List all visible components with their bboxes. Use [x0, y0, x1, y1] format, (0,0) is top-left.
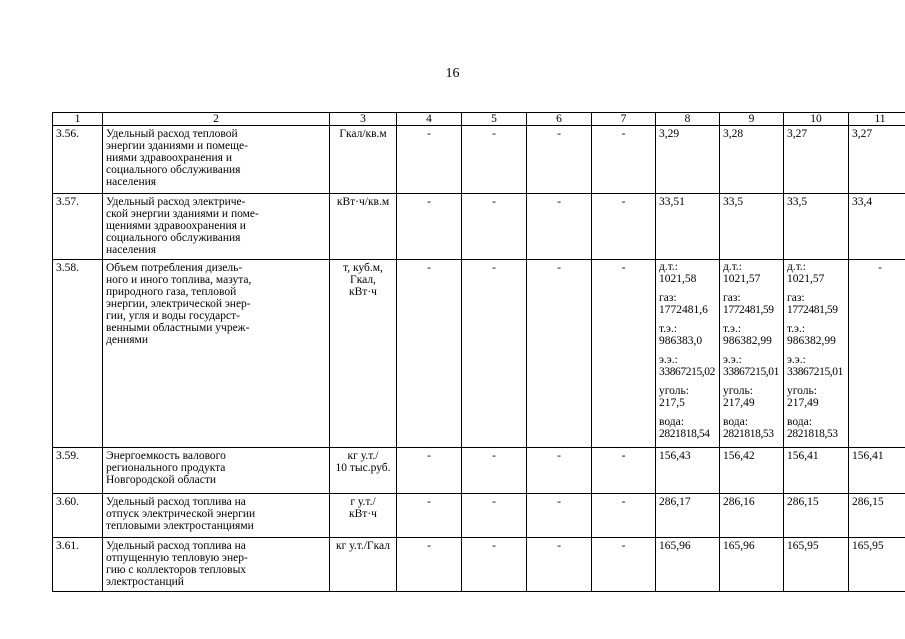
value-cell-5: -	[462, 260, 527, 448]
value-cell-4: -	[397, 126, 462, 194]
fuel-value: 2821818,53	[723, 427, 774, 440]
fuel-value: 33867215,01	[723, 365, 779, 378]
value-cell-7: -	[592, 538, 656, 592]
value-cell-4: -	[397, 260, 462, 448]
header-cell-11: 11	[849, 113, 905, 126]
value-cell-10: 3,27	[784, 126, 849, 194]
header-cell-1: 1	[53, 113, 103, 126]
fuel-value: 33867215,01	[787, 365, 843, 378]
value-cell-6: -	[527, 538, 592, 592]
row-unit: кг у.т./Гкал	[330, 538, 397, 592]
row-number: 3.56.	[53, 126, 103, 194]
header-cell-9: 9	[720, 113, 784, 126]
table-row	[53, 194, 905, 260]
fuel-item: д.т.: 1021,58	[659, 262, 716, 285]
value-cell-8: 33,51	[656, 194, 720, 260]
row-unit: Гкал/кв.м	[330, 126, 397, 194]
value-cell-9: 33,5	[720, 194, 784, 260]
value-cell-11: 165,95	[849, 538, 905, 592]
row-unit: т, куб.м, Гкал, кВт·ч	[330, 260, 397, 448]
value-cell-7: -	[592, 448, 656, 494]
header-cell-5: 5	[462, 113, 527, 126]
value-cell-5: -	[462, 538, 527, 592]
row-description: Объем потребления дизель- ного и иного топлива, мазута, природного газа, тепловой энергии, электрической энер- гии, угля и воды государст- венными областными учреж- дениями	[103, 260, 330, 448]
header-cell-4: 4	[397, 113, 462, 126]
value-cell-11: -	[849, 260, 905, 448]
value-cell-4: -	[397, 538, 462, 592]
fuel-item: уголь: 217,5	[659, 386, 716, 409]
value-cell-5: -	[462, 126, 527, 194]
value-cell-7: -	[592, 494, 656, 538]
fuel-value: 1021,57	[723, 272, 761, 285]
fuel-value: 986383,0	[659, 334, 703, 347]
header-cell-6: 6	[527, 113, 592, 126]
indicator-table	[52, 112, 905, 592]
header-cell-2: 2	[103, 113, 330, 126]
row-unit: кВт·ч/кв.м	[330, 194, 397, 260]
row-description: Энергоемкость валового регионального продукта Новгородской области	[103, 448, 330, 494]
value-cell-6: -	[527, 448, 592, 494]
value-cell-8: 156,43	[656, 448, 720, 494]
fuel-value: 1772481,59	[723, 303, 774, 316]
value-cell-4: -	[397, 494, 462, 538]
fuel-value: 217,5	[659, 396, 685, 409]
fuel-value: 33867215,02	[659, 365, 715, 378]
fuel-item: т.э.: 986383,0	[659, 324, 716, 347]
fuel-item: газ: 1772481,59	[723, 293, 780, 316]
value-cell-4: -	[397, 194, 462, 260]
value-cell-8: 3,29	[656, 126, 720, 194]
header-cell-7: 7	[592, 113, 656, 126]
fuel-value: 2821818,53	[787, 427, 838, 440]
fuel-item: газ: 1772481,6	[659, 293, 716, 316]
value-cell-7: -	[592, 194, 656, 260]
page-number: 16	[445, 66, 460, 81]
header-cell-8: 8	[656, 113, 720, 126]
table-row	[53, 494, 905, 538]
fuel-value: 217,49	[723, 396, 755, 409]
value-cell-10: 33,5	[784, 194, 849, 260]
value-cell-5: -	[462, 494, 527, 538]
fuel-value: 1021,57	[787, 272, 825, 285]
value-cell-10: 156,41	[784, 448, 849, 494]
header-row	[53, 113, 905, 126]
fuel-item: э.э.: 33867215,01	[723, 354, 779, 378]
fuel-item: вода: 2821818,53	[787, 417, 845, 440]
row-description: Удельный расход топлива на отпуск электрической энергии тепловыми электростанциями	[103, 494, 330, 538]
value-cell-10: 165,95	[784, 538, 849, 592]
value-cell-11: 156,41	[849, 448, 905, 494]
row-number: 3.59.	[53, 448, 103, 494]
fuel-item: д.т.: 1021,57	[787, 262, 845, 285]
row-number: 3.57.	[53, 194, 103, 260]
value-cell-7: -	[592, 260, 656, 448]
value-cell-4: -	[397, 448, 462, 494]
fuel-value: 986382,99	[787, 334, 836, 347]
row-unit: г у.т./ кВт·ч	[330, 494, 397, 538]
value-cell-11: 3,27	[849, 126, 905, 194]
fuel-item: э.э.: 33867215,02	[659, 354, 715, 378]
value-cell-11: 33,4	[849, 194, 905, 260]
value-cell-9: 286,16	[720, 494, 784, 538]
value-cell-5: -	[462, 448, 527, 494]
table-row	[53, 448, 905, 494]
value-cell-7: -	[592, 126, 656, 194]
fuel-item: вода: 2821818,53	[723, 417, 780, 440]
value-cell-8: 286,17	[656, 494, 720, 538]
table-row	[53, 260, 905, 448]
header-cell-10: 10	[784, 113, 849, 126]
row-description: Удельный расход топлива на отпущенную тепловую энер- гию с коллекторов тепловых электростанций	[103, 538, 330, 592]
value-cell-5: -	[462, 194, 527, 260]
value-cell-9: 156,42	[720, 448, 784, 494]
value-cell-9: 165,96	[720, 538, 784, 592]
fuel-breakdown-cell	[720, 260, 784, 448]
fuel-value: 2821818,54	[659, 427, 710, 440]
fuel-item: э.э.: 33867215,01	[787, 355, 845, 378]
fuel-value: 1772481,6	[659, 303, 708, 316]
row-number: 3.60.	[53, 494, 103, 538]
value-cell-9: 3,28	[720, 126, 784, 194]
value-cell-6: -	[527, 494, 592, 538]
value-cell-11: 286,15	[849, 494, 905, 538]
fuel-item: уголь: 217,49	[723, 386, 780, 409]
value-cell-8: 165,96	[656, 538, 720, 592]
value-cell-6: -	[527, 126, 592, 194]
fuel-breakdown-cell	[656, 260, 720, 448]
table-row	[53, 126, 905, 194]
value-cell-6: -	[527, 260, 592, 448]
value-cell-10: 286,15	[784, 494, 849, 538]
fuel-item: вода: 2821818,54	[659, 417, 716, 440]
row-description: Удельный расход электриче- ской энергии зданиями и поме- щениями здравоохранения и социального обслуживания населения	[103, 194, 330, 260]
fuel-item: газ: 1772481,59	[787, 293, 845, 316]
row-number: 3.58.	[53, 260, 103, 448]
row-description: Удельный расход тепловой энергии зданиями и помеще- ниями здравоохранения и социального обслуживания населения	[103, 126, 330, 194]
header-cell-3: 3	[330, 113, 397, 126]
row-unit: кг у.т./ 10 тыс.руб.	[330, 448, 397, 494]
value-cell-6: -	[527, 194, 592, 260]
fuel-item: уголь: 217,49	[787, 386, 845, 409]
fuel-value: 1772481,59	[787, 303, 838, 316]
fuel-item: т.э.: 986382,99	[787, 324, 845, 347]
fuel-breakdown-cell	[784, 260, 849, 448]
row-number: 3.61.	[53, 538, 103, 592]
fuel-item: т.э.: 986382,99	[723, 324, 780, 347]
fuel-value: 1021,58	[659, 272, 697, 285]
table-row	[53, 538, 905, 592]
fuel-value: 217,49	[787, 396, 819, 409]
fuel-value: 986382,99	[723, 334, 772, 347]
fuel-item: д.т.: 1021,57	[723, 262, 780, 285]
